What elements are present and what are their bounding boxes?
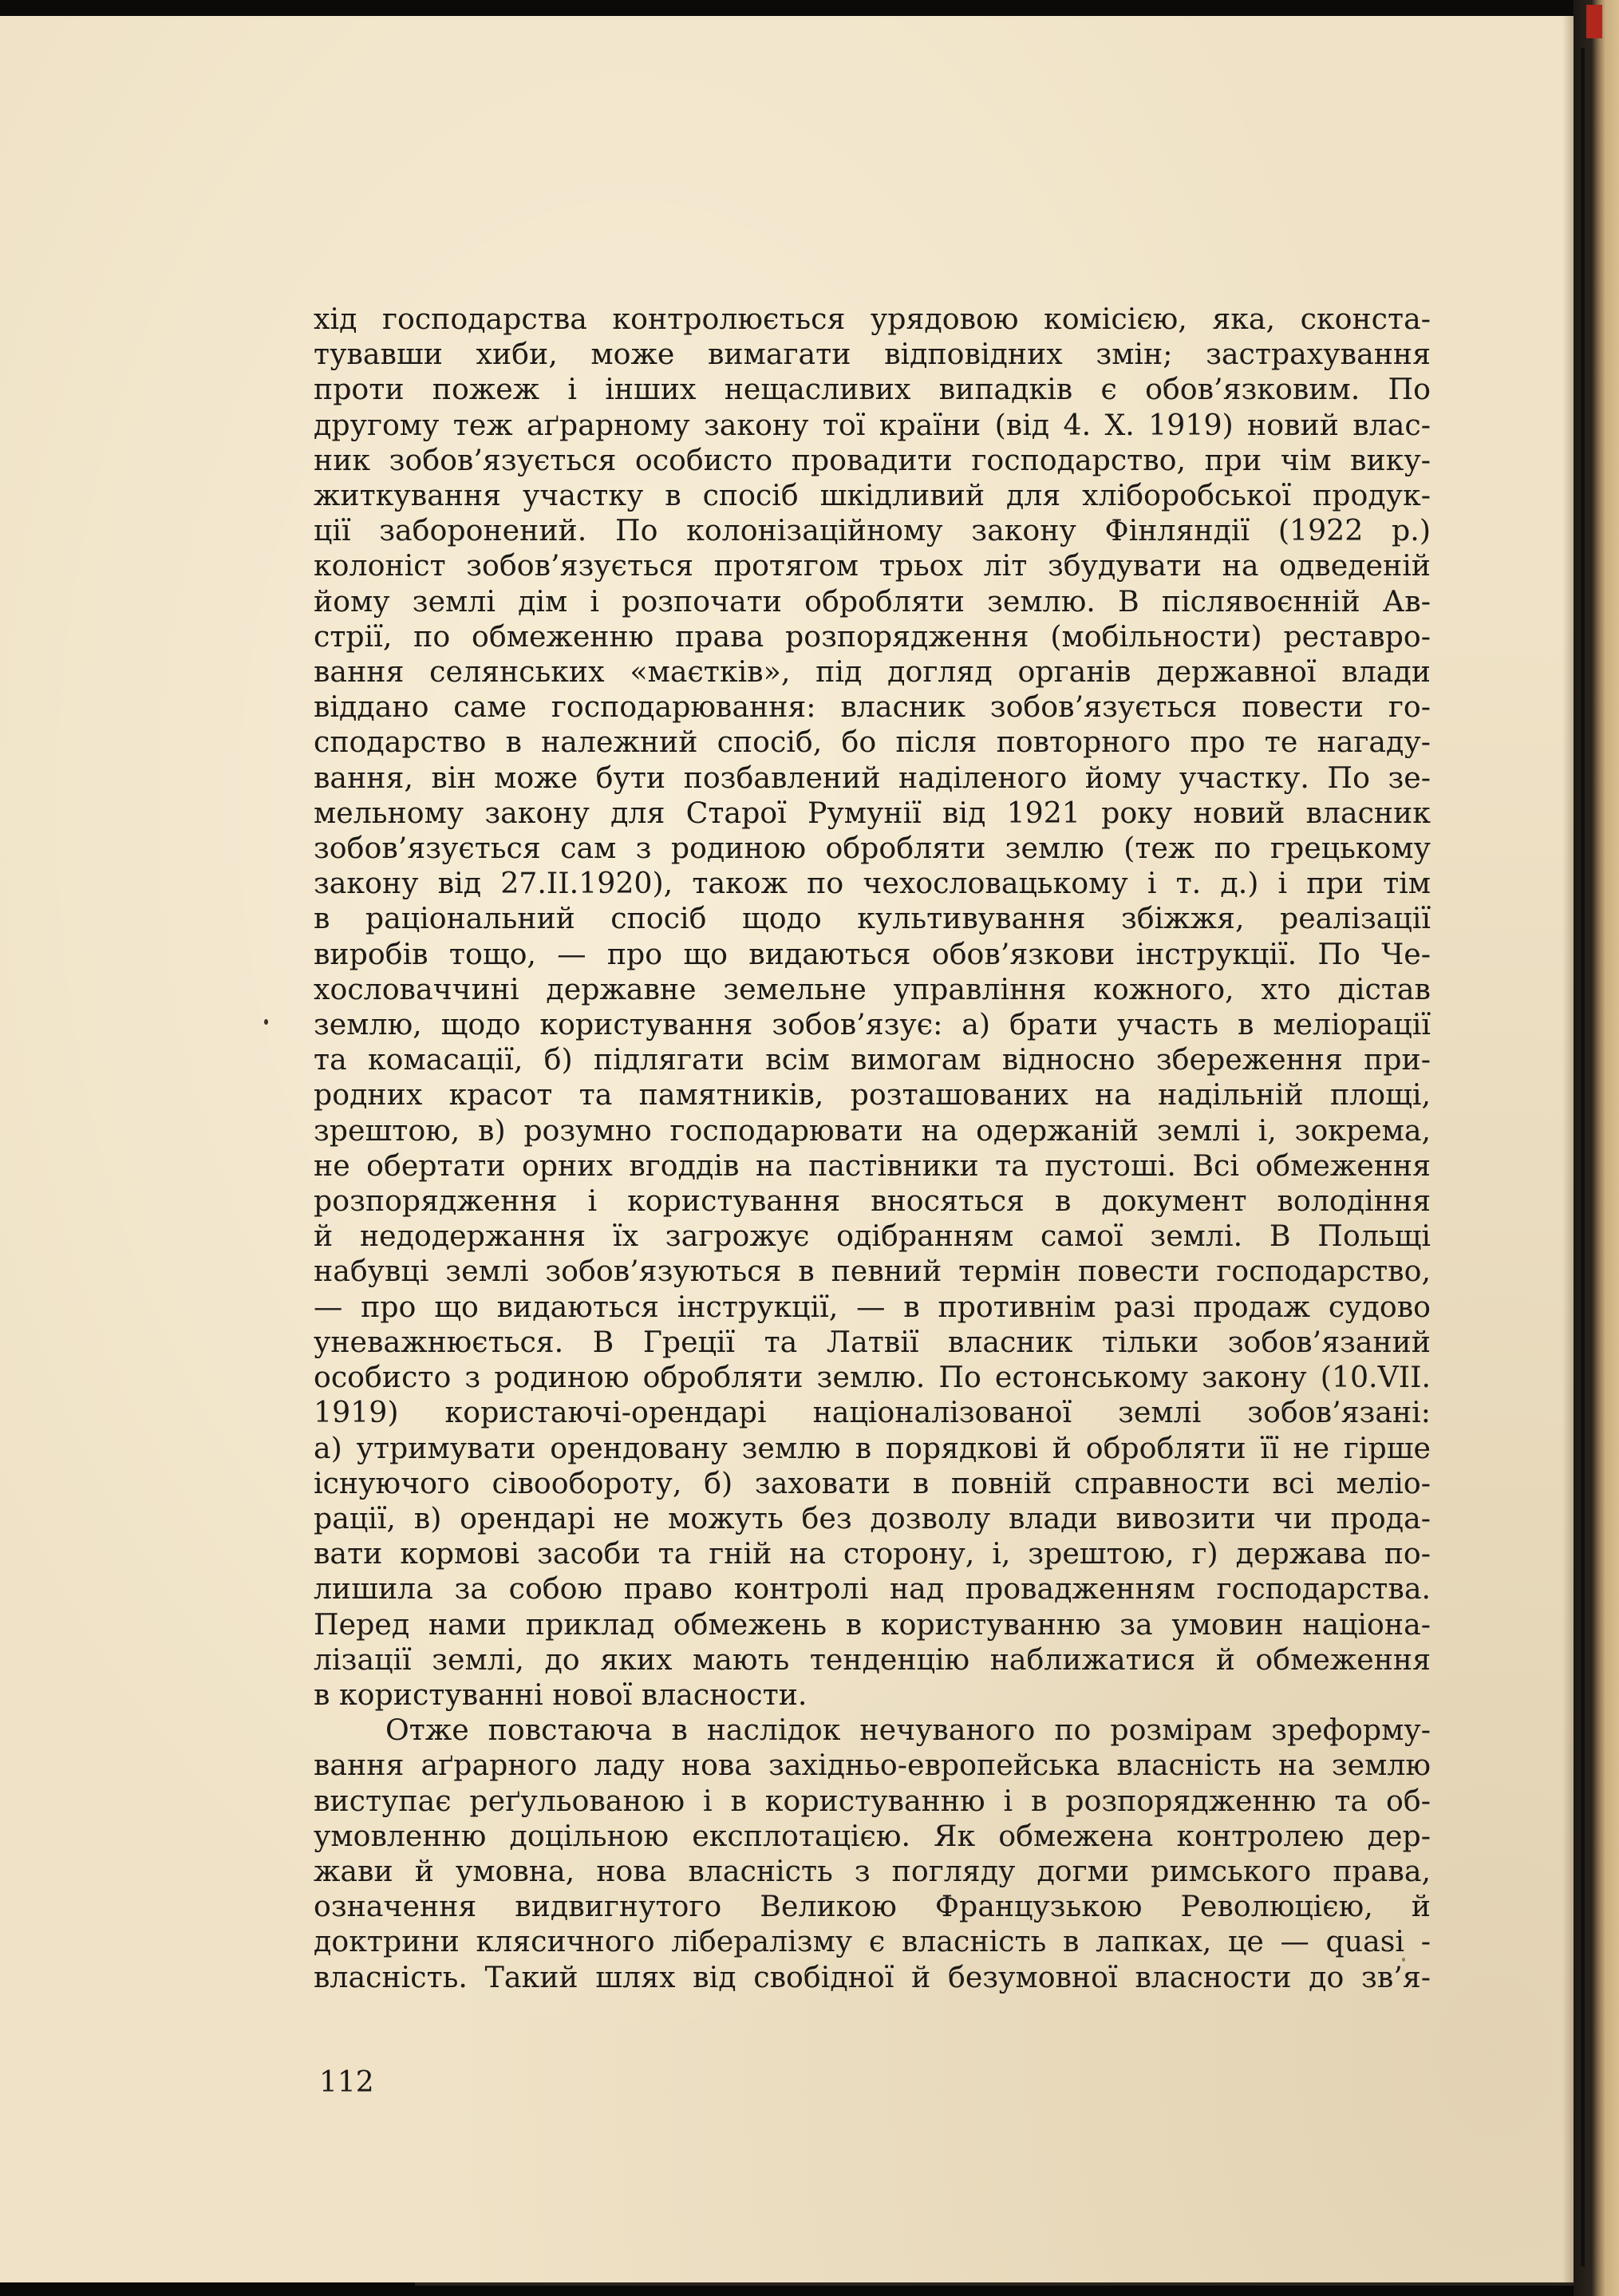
text-line: житкування участку в спосіб шкідливий для хліборобської продук- bbox=[314, 478, 1431, 513]
text-line: жави й умовна, нова власність з погляду догми римського права, bbox=[314, 1853, 1431, 1888]
text-line: вати кормові засоби та гній на сторону, і, зрештою, г) держава по- bbox=[314, 1536, 1431, 1571]
text-line: 1919) користаючі-орендарі націоналізованої землі зобов’язані: bbox=[314, 1395, 1431, 1430]
text-line: колоніст зобов’язується протягом трьох літ збудувати на одведеній bbox=[314, 548, 1431, 583]
text-line: — про що видаються інструкції, — в противнім разі продаж судово bbox=[314, 1289, 1431, 1324]
text-line: й недодержання їх загрожує одібранням самої землі. В Польщі bbox=[314, 1219, 1431, 1254]
text-line: хід господарства контролюється урядовою комісією, яка, сконста- bbox=[314, 302, 1431, 336]
text-line: ції заборонений. По колонізаційному закону Фінляндії (1922 р.) bbox=[314, 513, 1431, 548]
text-line: мельному закону для Старої Румунії від 1921 року новий власник bbox=[314, 795, 1431, 830]
page-fold-line bbox=[1581, 48, 1585, 2266]
text-line: закону від 27.II.1920), також по чехословацькому і т. д.) і при тім bbox=[314, 866, 1431, 901]
text-line: рації, в) орендарі не можуть без дозволу влади вивозити чи прода- bbox=[314, 1500, 1431, 1535]
text-line: умовленню доцільною експлотацією. Як обмежена контролею дер- bbox=[314, 1818, 1431, 1853]
text-line: тувавши хиби, може вимагати відповідних змін; застрахування bbox=[314, 337, 1431, 372]
text-line: вання, він може бути позбавлений наділеного йому участку. По зе- bbox=[314, 760, 1431, 795]
text-line: розпорядження і користування вносяться в документ володіння bbox=[314, 1184, 1431, 1219]
text-line: власність. Такий шлях від свобідної й безумовної власности до зв’я- bbox=[314, 1959, 1431, 1994]
text-line: зобов’язується сам з родиною обробляти землю (теж по грецькому bbox=[314, 831, 1431, 866]
text-line: не обертати орних вгоддів на пастівники та пустоші. Всі обмеження bbox=[314, 1148, 1431, 1183]
text-line: існуючого сівообороту, б) заховати в повній справности всі меліо- bbox=[314, 1465, 1431, 1500]
text-line: ник зобов’язується особисто провадити господарство, при чім вику- bbox=[314, 442, 1431, 477]
ink-speck bbox=[264, 1019, 268, 1025]
text-line: доктрини клясичного лібералізму є власність в лапках, це — quasi - bbox=[314, 1924, 1431, 1959]
page-number: 112 bbox=[319, 2066, 374, 2099]
text-line: уневажнюється. В Греції та Латвії власник тільки зобов’язаний bbox=[314, 1324, 1431, 1359]
text-line: Отже повстаюча в наслідок нечуваного по розмірам зреформу- bbox=[385, 1713, 1431, 1748]
text-line: в користуванні нової власности. bbox=[314, 1677, 808, 1712]
text-line: Перед нами приклад обмежень в користуванню за умовин націона- bbox=[314, 1606, 1431, 1642]
text-line: віддано саме господарювання: власник зобов’язується повести го- bbox=[314, 690, 1431, 725]
text-line: в раціональний спосіб щодо культивування збіжжя, реалізації bbox=[314, 901, 1431, 936]
text-line: а) утримувати орендовану землю в порядкові й обробляти її не гірше bbox=[314, 1430, 1431, 1465]
text-line: лишила за собою право контролі над провадженням господарства. bbox=[314, 1571, 1431, 1606]
text-line: особисто з родиною обробляти землю. По естонському закону (10.VII. bbox=[314, 1360, 1431, 1395]
text-line: вання селянських «маєтків», під догляд органів державної влади bbox=[314, 654, 1431, 690]
text-line: родних красот та памятників, розташованих на надільній площі, bbox=[314, 1077, 1431, 1112]
scan-bottom-edge-highlight bbox=[415, 2282, 1574, 2286]
text-line: стрії, по обмеженню права розпорядження (мобільности) реставро- bbox=[314, 618, 1431, 654]
scan-top-edge bbox=[0, 0, 1619, 16]
paragraph-2 bbox=[314, 1713, 1431, 1995]
text-line: виступає реґульованою і в користуванню і в розпорядженню та об- bbox=[314, 1783, 1431, 1818]
text-line: набувці землі зобов’язуються в певний термін повести господарство, bbox=[314, 1254, 1431, 1289]
text-line: йому землі дім і розпочати обробляти землю. В післявоєнній Ав- bbox=[314, 583, 1431, 618]
body-text bbox=[314, 302, 1431, 1995]
text-line: зрештою, в) розумно господарювати на одержаній землі і, зокрема, bbox=[314, 1112, 1431, 1148]
text-line: землю, щодо користування зобов’язує: а) брати участь в меліорації bbox=[314, 1007, 1431, 1042]
text-line: лізації землі, до яких мають тенденцію наближатися й обмеження bbox=[314, 1642, 1431, 1677]
text-line: вання аґрарного ладу нова західньо-европейська власність на землю bbox=[314, 1748, 1431, 1783]
paragraph-1 bbox=[314, 302, 1431, 1713]
text-line: проти пожеж і інших нещасливих випадків є обов’язковим. По bbox=[314, 372, 1431, 407]
red-bookmark-tab bbox=[1586, 5, 1602, 38]
text-line: сподарство в належний спосіб, бо після повторного про те нагаду- bbox=[314, 725, 1431, 760]
text-line: виробів тощо, — про що видаються обов’язкови інструкції. По Че- bbox=[314, 936, 1431, 971]
text-line: та комасації, б) підлягати всім вимогам відносно збереження при- bbox=[314, 1042, 1431, 1077]
text-line: другому теж аґрарному закону тої країни (від 4. X. 1919) новий влас- bbox=[314, 407, 1431, 442]
text-line: означення видвигнутого Великою Французькою Революцією, й bbox=[314, 1889, 1431, 1924]
text-line: хословаччині державне земельне управління кожного, хто дістав bbox=[314, 971, 1431, 1006]
